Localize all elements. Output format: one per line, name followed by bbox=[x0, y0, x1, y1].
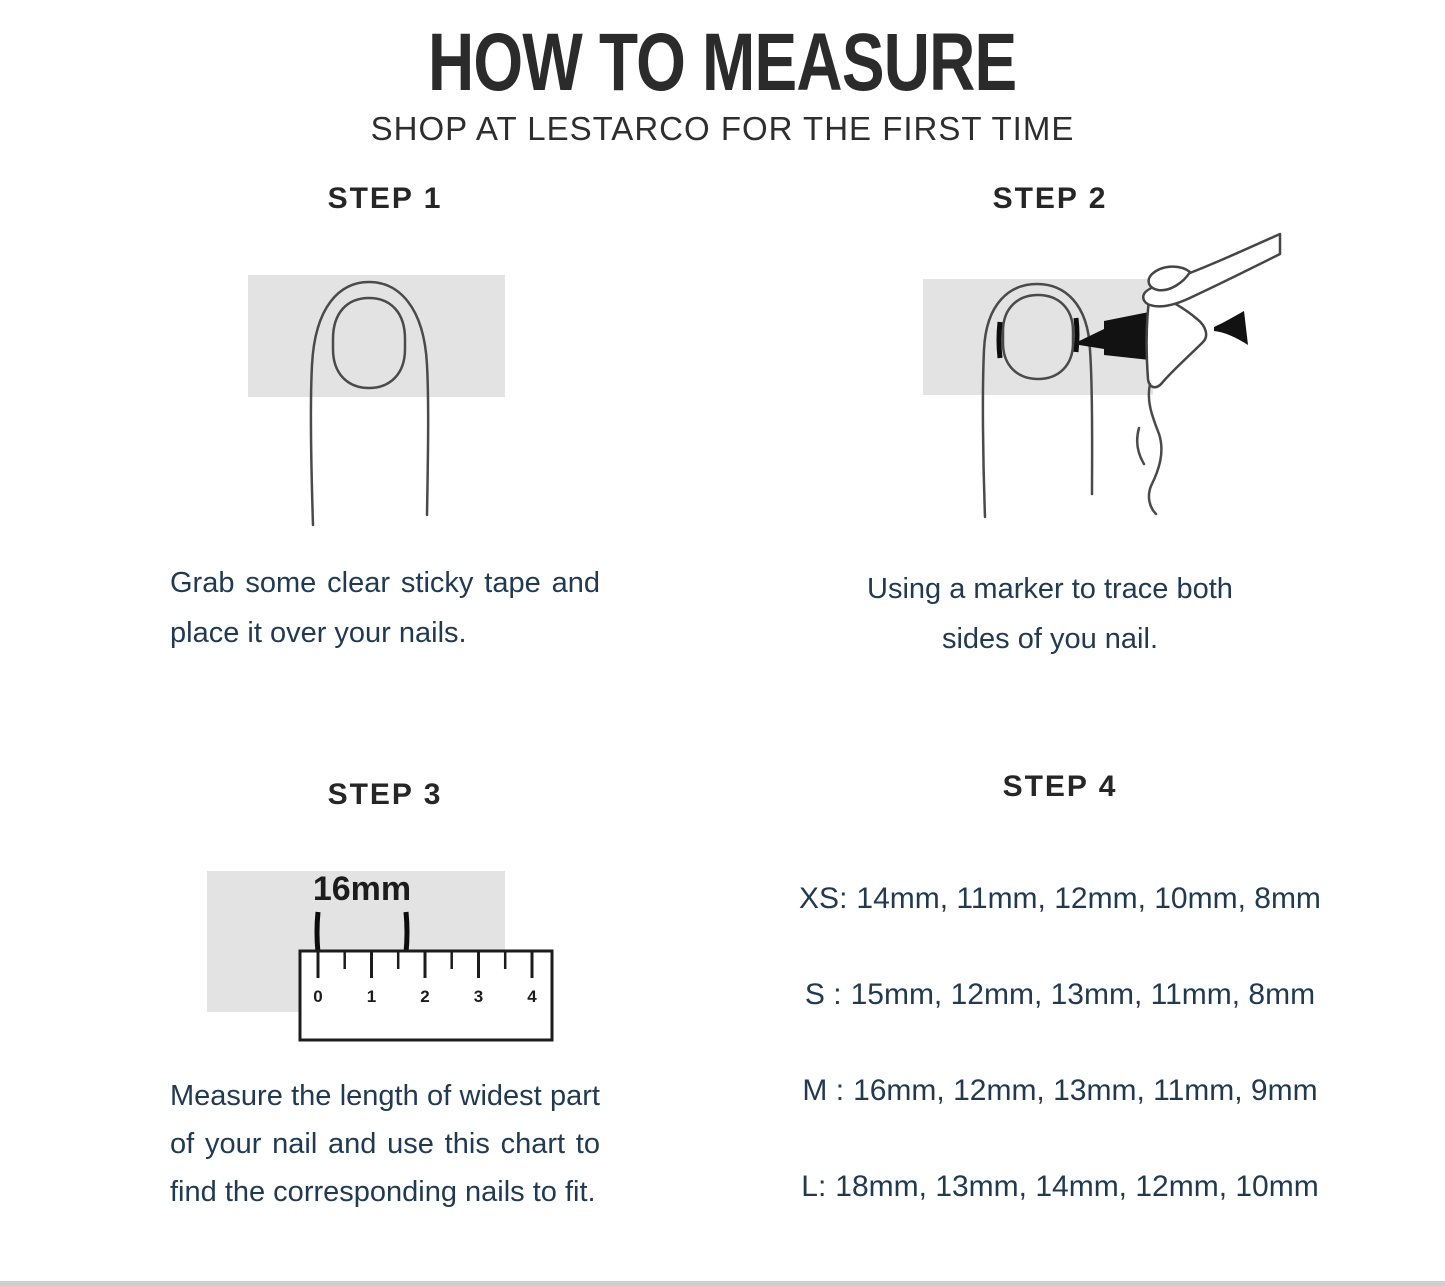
size-label-l: L: bbox=[801, 1170, 827, 1203]
size-chart bbox=[790, 882, 1330, 1204]
finger-tape-illustration bbox=[150, 262, 620, 552]
traced-mark-right bbox=[1076, 318, 1077, 352]
ruler-number-1: 1 bbox=[366, 987, 377, 1006]
size-label-s: S : bbox=[804, 978, 842, 1011]
marker-tracing-illustration bbox=[810, 232, 1290, 562]
step-1-heading: STEP 1 bbox=[327, 182, 443, 215]
traced-mark-left bbox=[317, 912, 318, 953]
page-subtitle: SHOP AT LESTARCO FOR THE FIRST TIME bbox=[370, 110, 1075, 147]
ruler-number-2: 2 bbox=[420, 987, 430, 1006]
bottom-divider bbox=[0, 1281, 1445, 1286]
wrist-line-short bbox=[1137, 428, 1144, 464]
marker-end-icon bbox=[1214, 311, 1248, 345]
step-3-section bbox=[150, 778, 620, 1216]
step-2-caption: Using a marker to trace both sides of you nail. bbox=[867, 573, 1233, 655]
measurement-value-label: 16mm bbox=[312, 870, 412, 908]
size-label-m: M : bbox=[802, 1074, 845, 1107]
size-row-s bbox=[790, 978, 1330, 1012]
traced-mark-left bbox=[999, 322, 1000, 358]
size-values-l: 18mm, 13mm, 14mm, 12mm, 10mm bbox=[835, 1170, 1319, 1203]
traced-mark-right bbox=[406, 912, 407, 953]
step-4-heading: STEP 4 bbox=[1002, 770, 1118, 803]
size-row-m bbox=[790, 1074, 1330, 1108]
ruler-illustration bbox=[150, 852, 620, 1072]
size-values-m: 16mm, 12mm, 13mm, 11mm, 9mm bbox=[853, 1074, 1318, 1107]
page-title: HOW TO MEASURE bbox=[428, 17, 1017, 108]
ruler-number-3: 3 bbox=[473, 987, 484, 1006]
header bbox=[0, 17, 1445, 148]
step-1-caption: Grab some clear sticky tape and place it over your nails. bbox=[170, 567, 600, 649]
wrist-line bbox=[1149, 384, 1162, 514]
tape-strip bbox=[248, 275, 505, 397]
ruler-number-4: 4 bbox=[527, 987, 537, 1006]
ruler-number-0: 0 bbox=[313, 987, 323, 1006]
size-values-s: 15mm, 12mm, 13mm, 11mm, 8mm bbox=[850, 978, 1316, 1011]
step-1-section bbox=[150, 182, 620, 658]
size-label-xs: XS: bbox=[799, 882, 848, 915]
size-values-xs: 14mm, 11mm, 12mm, 10mm, 8mm bbox=[856, 882, 1321, 915]
size-row-l bbox=[790, 1170, 1330, 1204]
size-row-xs bbox=[790, 882, 1330, 916]
step-4-section bbox=[790, 770, 1330, 1266]
step-2-heading: STEP 2 bbox=[992, 182, 1108, 215]
step-3-heading: STEP 3 bbox=[327, 778, 443, 811]
step-3-caption: Measure the length of widest part of your nail and use this chart to find the corresponding nails to fit. bbox=[170, 1080, 600, 1208]
step-2-section bbox=[810, 182, 1290, 664]
